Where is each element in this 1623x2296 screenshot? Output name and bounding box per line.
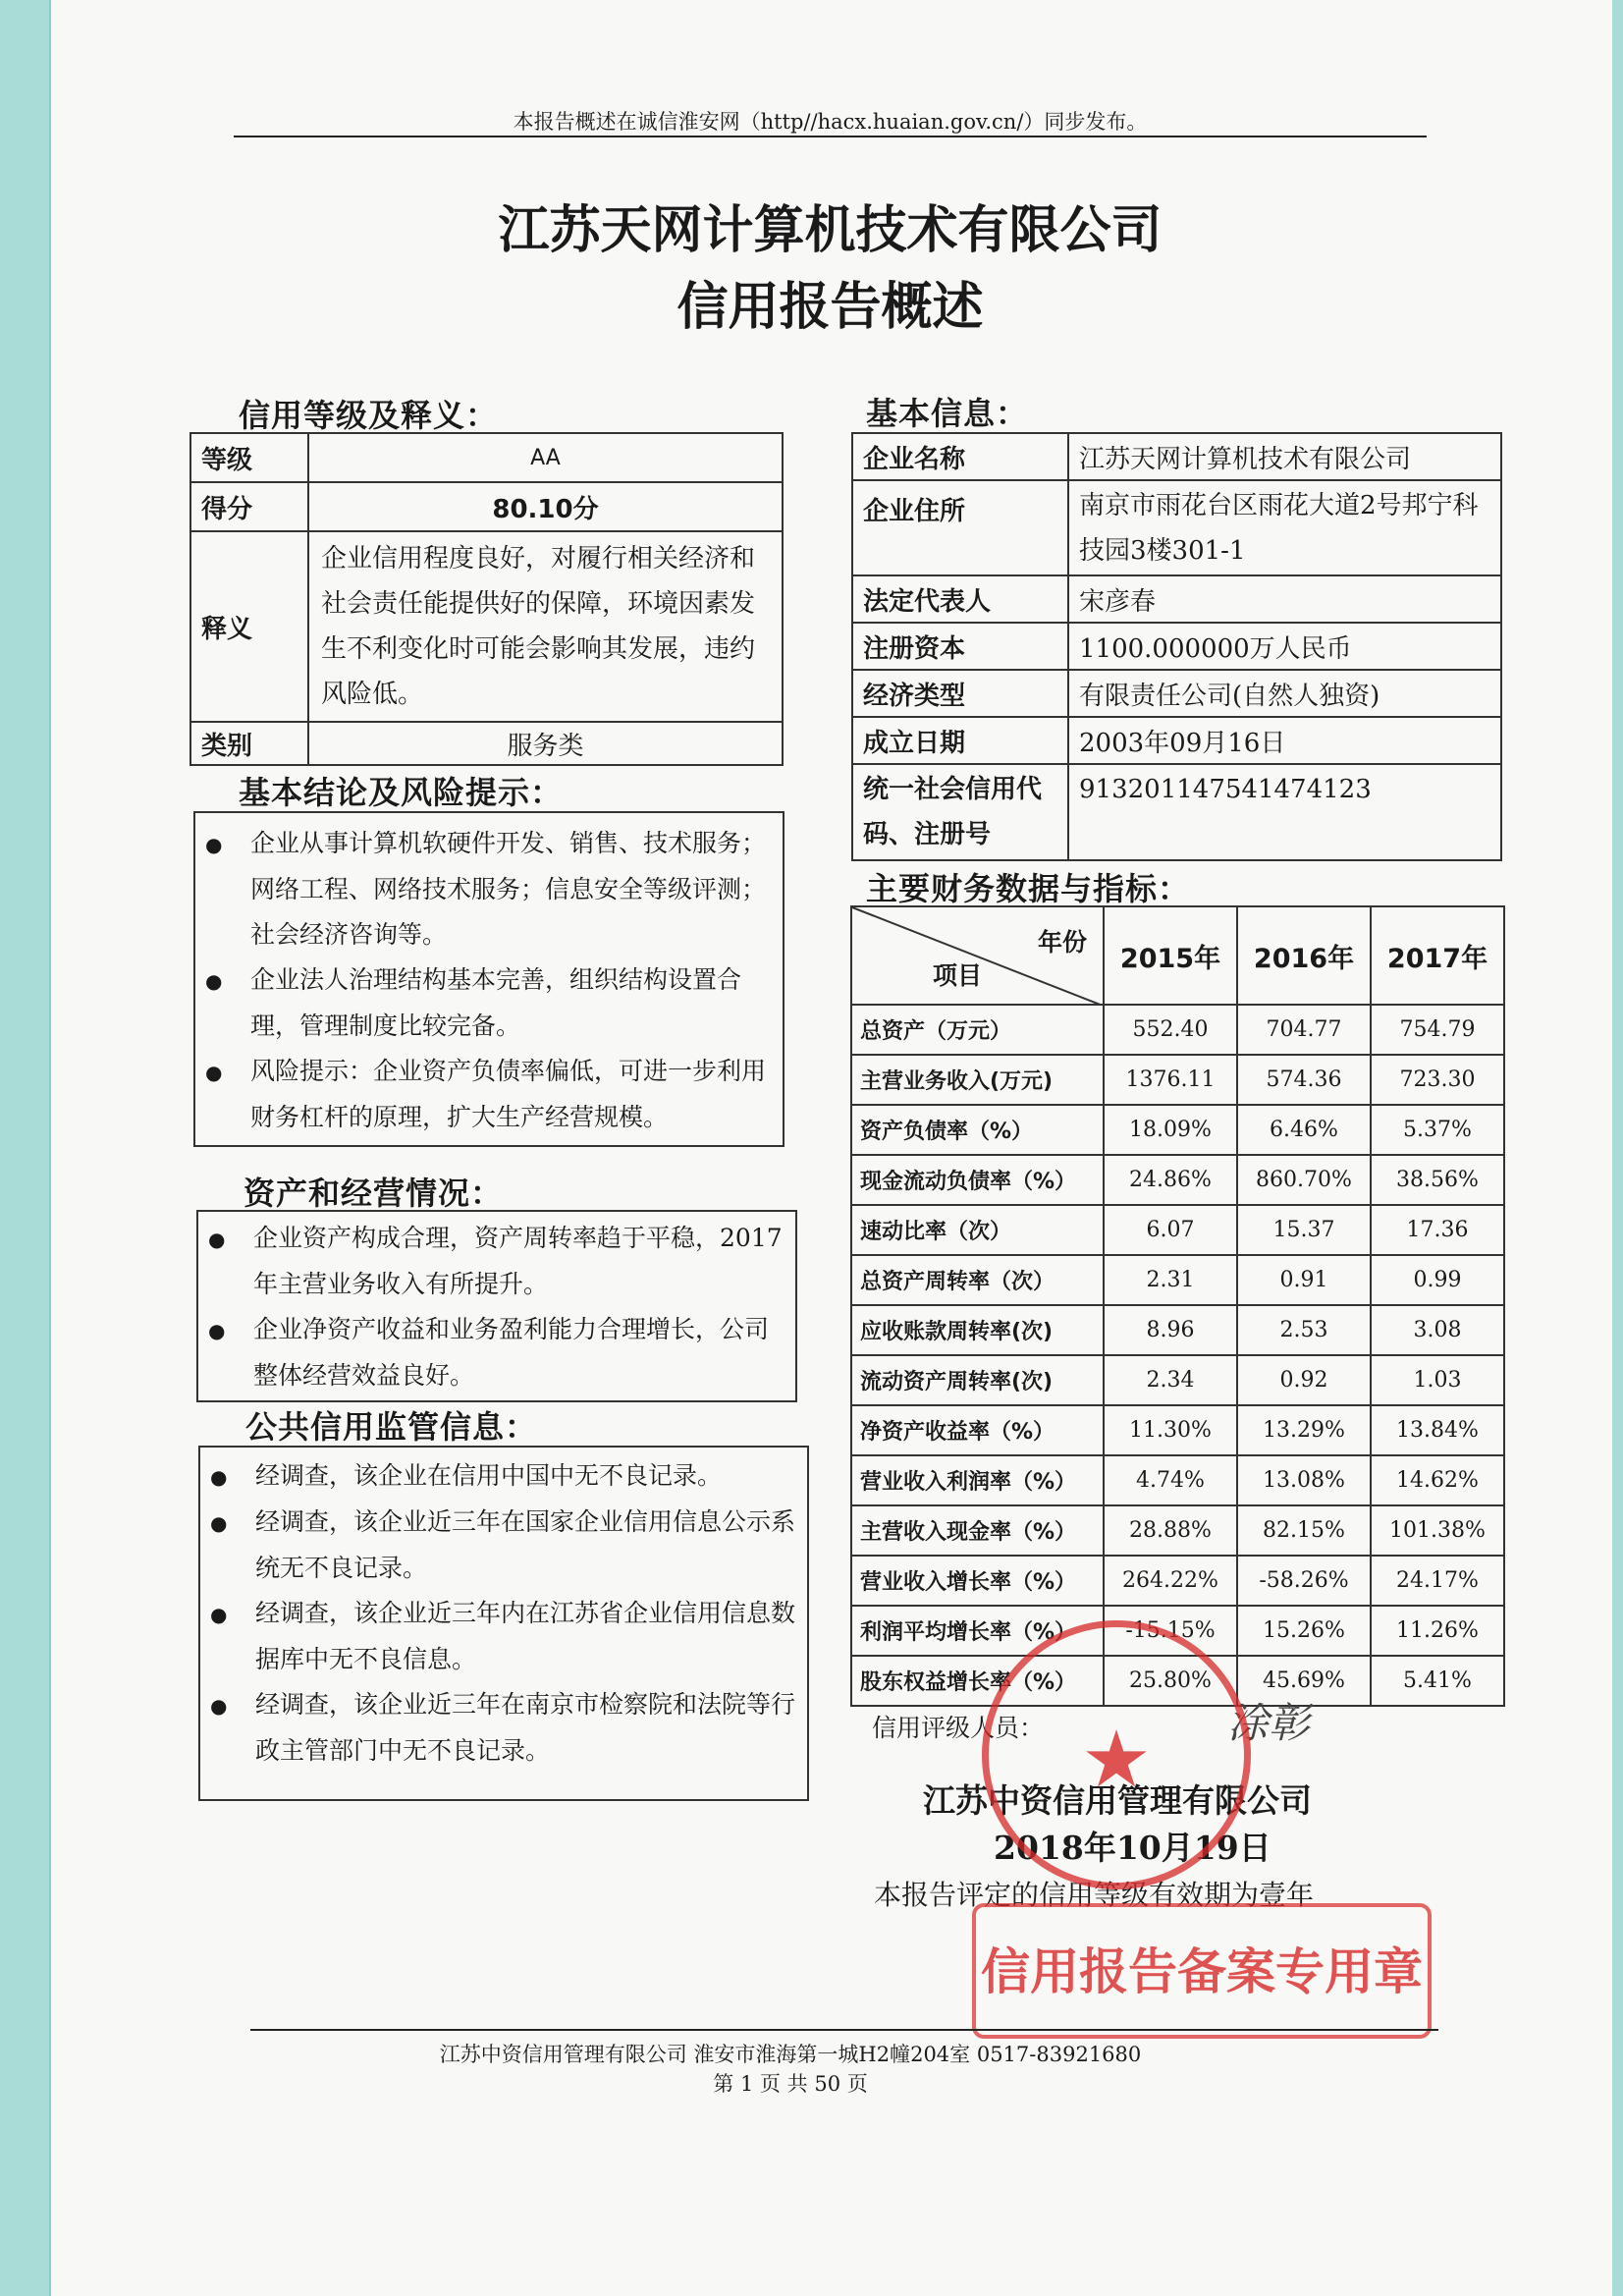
conclusion-item: ● 企业从事计算机软硬件开发、销售、技术服务；网络工程、网络技术服务；信息安全等级评测；社会经济咨询等。	[205, 821, 773, 957]
conclusion-box	[193, 811, 784, 1147]
finance-row: 主营收入现金率（%） 28.88% 82.15% 101.38%	[851, 1505, 1504, 1556]
footer-rule	[250, 2029, 1438, 2031]
bullet-icon: ●	[210, 1694, 228, 1718]
year-header: 2017年	[1371, 906, 1504, 1005]
supervision-item: ● 经调查，该企业近三年在南京市检察院和法院等行政主管部门中无不良记录。	[210, 1682, 797, 1774]
finance-row: 利润平均增长率（%） -15.15% 15.26% 11.26%	[851, 1606, 1504, 1656]
finance-table	[850, 905, 1505, 1707]
bullet-icon: ●	[210, 1511, 228, 1535]
assets-section-title: 资产和经营情况：	[243, 1175, 504, 1212]
legal-rep-value: 宋彦春	[1068, 575, 1501, 623]
conclusion-section-title: 基本结论及风险提示：	[239, 774, 564, 811]
basic-info-table	[851, 432, 1502, 861]
supervision-box	[198, 1446, 809, 1801]
bullet-icon: ●	[210, 1603, 228, 1626]
grade-value: AA	[308, 433, 783, 482]
assets-item: ● 企业资产构成合理，资产周转率趋于平稳，2017年主营业务收入有所提升。	[208, 1216, 785, 1307]
validity-note: 本报告评定的信用等级有效期为壹年	[874, 1879, 1315, 1911]
basic-label: 企业名称	[852, 433, 1068, 480]
basic-label: 统一社会信用代码、注册号	[852, 764, 1068, 860]
bullet-icon: ●	[205, 1061, 223, 1084]
finance-row: 股东权益增长率（%） 25.80% 45.69% 5.41%	[851, 1656, 1504, 1706]
credit-grade-table	[189, 432, 784, 766]
agency-name: 江苏中资信用管理有限公司	[923, 1781, 1312, 1820]
report-date: 2018年10月19日	[994, 1829, 1271, 1867]
corner-year-label: 年份	[1037, 928, 1087, 957]
finance-corner-cell	[851, 906, 1104, 1005]
grade-label: 等级	[190, 433, 308, 482]
finance-row: 现金流动负债率（%） 24.86% 860.70% 38.56%	[851, 1155, 1504, 1205]
score-value: 80.10分	[308, 482, 783, 531]
finance-row: 流动资产周转率(次) 2.34 0.92 1.03	[851, 1355, 1504, 1405]
basic-label: 经济类型	[852, 670, 1068, 717]
basic-label: 注册资本	[852, 623, 1068, 670]
finance-section-title: 主要财务数据与指标：	[866, 870, 1191, 907]
supervision-item: ● 经调查，该企业近三年内在江苏省企业信用信息数据库中无不良信息。	[210, 1591, 797, 1682]
header-note: 本报告概述在诚信淮安网（http//hacx.huaian.gov.cn/）同步发布。	[513, 110, 1148, 134]
meaning-value: 企业信用程度良好，对履行相关经济和社会责任能提供好的保障，环境因素发生不利变化时可能会影响其发展，违约风险低。	[308, 531, 783, 722]
conclusion-item: ● 企业法人治理结构基本完善，组织结构设置合理，管理制度比较完备。	[205, 957, 773, 1049]
supervision-item: ● 经调查，该企业在信用中国中无不良记录。	[210, 1453, 797, 1500]
bullet-icon: ●	[205, 969, 223, 993]
finance-row: 总资产（万元） 552.40 704.77 754.79	[851, 1005, 1504, 1055]
finance-row: 应收账款周转率(次) 8.96 2.53 3.08	[851, 1305, 1504, 1355]
supervision-item: ● 经调查，该企业近三年在国家企业信用信息公示系统无不良记录。	[210, 1500, 797, 1591]
basic-label: 企业住所	[852, 480, 1068, 575]
rater-label: 信用评级人员：	[872, 1714, 1045, 1742]
basic-label: 成立日期	[852, 717, 1068, 764]
basic-label: 法定代表人	[852, 575, 1068, 623]
category-value: 服务类	[308, 722, 783, 765]
finance-row: 总资产周转率（次） 2.31 0.91 0.99	[851, 1255, 1504, 1305]
econ-type-value: 有限责任公司(自然人独资)	[1068, 670, 1501, 717]
found-date-value: 2003年09月16日	[1068, 717, 1501, 764]
bullet-icon: ●	[210, 1465, 228, 1489]
star-icon: ★	[1081, 1714, 1152, 1805]
address-value: 南京市雨花台区雨花大道2号邦宁科技园3楼301-1	[1068, 480, 1501, 575]
page-number: 第 1 页 共 50 页	[713, 2072, 868, 2096]
corner-item-label: 项目	[933, 961, 983, 990]
footer-contact: 江苏中资信用管理有限公司 淮安市淮海第一城H2幢204室 0517-83921680	[439, 2043, 1142, 2066]
finance-row: 主营业务收入(万元) 1376.11 574.36 723.30	[851, 1055, 1504, 1105]
credit-section-title: 信用等级及释义：	[239, 397, 499, 434]
assets-item: ● 企业净资产收益和业务盈利能力合理增长，公司整体经营效益良好。	[208, 1307, 785, 1398]
finance-row: 净资产收益率（%） 11.30% 13.29% 13.84%	[851, 1405, 1504, 1455]
record-stamp	[972, 1903, 1432, 2039]
supervision-section-title: 公共信用监管信息：	[245, 1408, 538, 1446]
capital-value: 1100.000000万人民币	[1068, 623, 1501, 670]
company-seal-stamp	[982, 1620, 1251, 1889]
bullet-icon: ●	[205, 833, 223, 856]
rater-signature: 涂彰	[1227, 1699, 1311, 1747]
category-label: 类别	[190, 722, 308, 765]
credit-code-value: 913201147541474123	[1068, 764, 1501, 860]
assets-box	[196, 1210, 797, 1402]
year-header: 2015年	[1104, 906, 1237, 1005]
bullet-icon: ●	[208, 1319, 226, 1342]
report-title-company: 江苏天网计算机技术有限公司	[498, 200, 1163, 260]
meaning-label: 释义	[190, 531, 308, 722]
header-rule	[234, 136, 1427, 137]
basic-section-title: 基本信息：	[866, 395, 1029, 432]
score-label: 得分	[190, 482, 308, 531]
finance-row: 速动比率（次） 6.07 15.37 17.36	[851, 1205, 1504, 1255]
conclusion-item: ● 风险提示：企业资产负债率偏低，可进一步利用财务杠杆的原理，扩大生产经营规模。	[205, 1049, 773, 1140]
finance-row: 营业收入利润率（%） 4.74% 13.08% 14.62%	[851, 1455, 1504, 1505]
finance-row: 资产负债率（%） 18.09% 6.46% 5.37%	[851, 1105, 1504, 1155]
finance-row: 营业收入增长率（%） 264.22% -58.26% 24.17%	[851, 1556, 1504, 1606]
year-header: 2016年	[1237, 906, 1371, 1005]
record-stamp-text: 信用报告备案专用章	[981, 1943, 1423, 2000]
bullet-icon: ●	[208, 1228, 226, 1251]
report-title: 信用报告概述	[676, 277, 984, 337]
company-name-value: 江苏天网计算机技术有限公司	[1068, 433, 1501, 480]
